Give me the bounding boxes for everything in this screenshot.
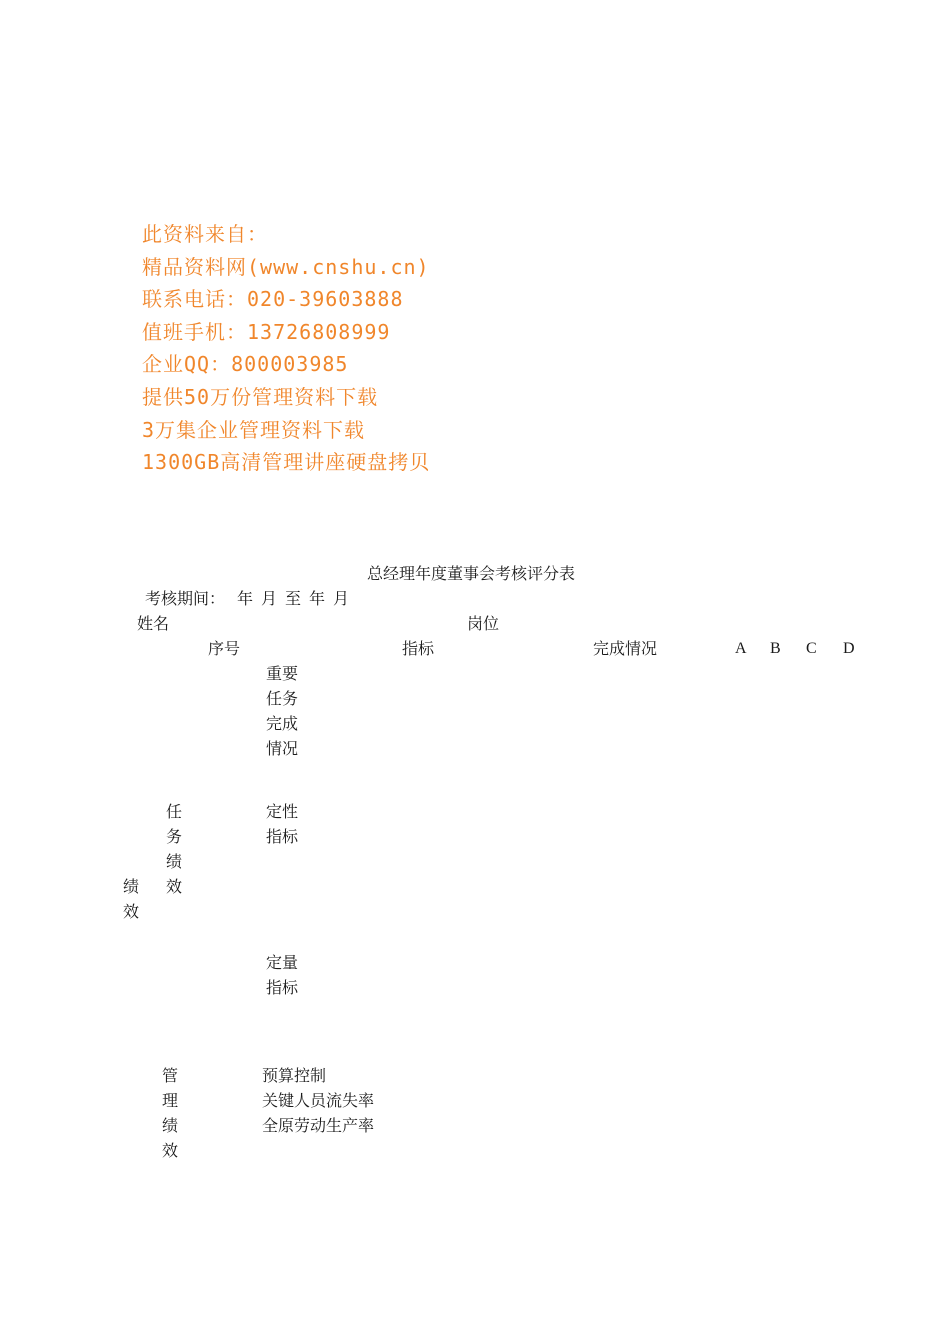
char: 绩 — [161, 1118, 178, 1135]
char: 绩 — [122, 879, 139, 896]
management-item: 全原劳动生产率 — [262, 1118, 375, 1135]
header-grade-d: D — [843, 640, 855, 657]
category-management-performance — [160, 1064, 180, 1164]
promo-line: 企业QQ：800003985 — [142, 352, 349, 377]
name-label: 姓名 — [137, 616, 170, 633]
period-label: 考核期间： — [145, 591, 226, 608]
header-grade-a: A — [735, 640, 747, 657]
char: 任 — [165, 804, 182, 821]
promo-block — [142, 218, 430, 479]
category-task-performance — [164, 800, 184, 900]
management-items — [262, 1064, 374, 1139]
management-item: 关键人员流失率 — [262, 1093, 375, 1110]
promo-line: 此资料来自： — [142, 222, 268, 246]
item-important-tasks — [266, 662, 298, 762]
label-part: 情况 — [266, 741, 299, 758]
item-quantitative — [266, 951, 298, 1001]
item-qualitative — [266, 800, 298, 850]
category-performance — [121, 875, 141, 925]
header-seq: 序号 — [208, 641, 241, 658]
char: 管 — [161, 1068, 178, 1085]
form-title: 总经理年度董事会考核评分表 — [367, 566, 576, 583]
promo-line: 1300GB高清管理讲座硬盘拷贝 — [142, 450, 431, 475]
label-part: 完成 — [266, 716, 299, 733]
management-item: 预算控制 — [262, 1068, 327, 1085]
header-completion: 完成情况 — [593, 641, 658, 658]
char: 务 — [165, 829, 182, 846]
char: 效 — [165, 879, 182, 896]
char: 绩 — [165, 854, 182, 871]
promo-line: 值班手机：13726808999 — [142, 319, 391, 344]
period-text: 年 月 至 年 月 — [237, 591, 350, 608]
char: 效 — [122, 904, 139, 921]
label-part: 指标 — [266, 980, 299, 997]
promo-line: 提供50万份管理资料下载 — [142, 384, 379, 409]
header-grade-c: C — [806, 640, 817, 657]
label-part: 任务 — [266, 691, 299, 708]
promo-line: 精品资料网(www.cnshu.cn) — [142, 254, 430, 279]
char: 效 — [161, 1143, 178, 1160]
header-grade-b: B — [770, 640, 781, 657]
label-part: 定量 — [266, 955, 299, 972]
label-part: 重要 — [266, 666, 299, 683]
promo-line: 3万集企业管理资料下载 — [142, 417, 366, 442]
promo-line: 联系电话：020-39603888 — [142, 287, 404, 312]
position-label: 岗位 — [467, 616, 500, 633]
label-part: 定性 — [266, 804, 299, 821]
header-indicator: 指标 — [402, 641, 435, 658]
label-part: 指标 — [266, 829, 299, 846]
char: 理 — [161, 1093, 178, 1110]
